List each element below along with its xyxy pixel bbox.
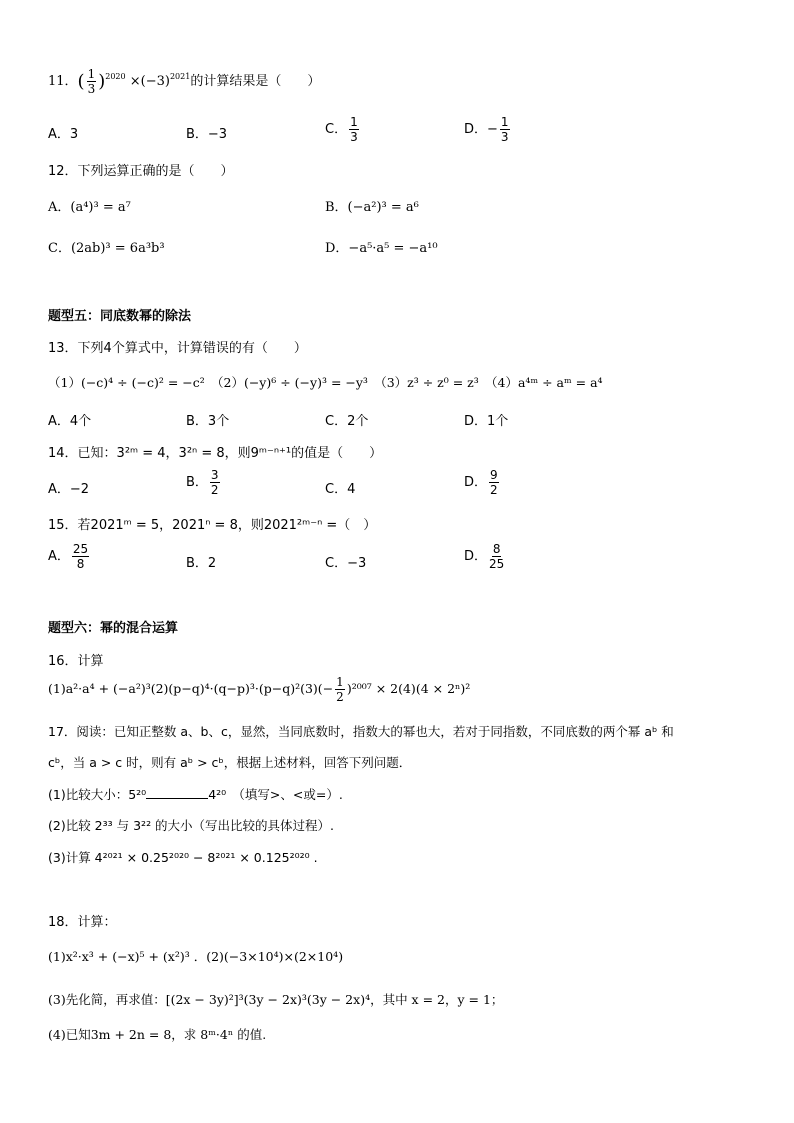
- q13-option-b[interactable]: B．3个: [186, 414, 230, 429]
- q17-line1: 17．阅读：已知正整数 a、b、c，显然，当同底数时，指数大的幂也大，若对于同指数，不同底数的两个幂 aᵇ 和: [48, 724, 674, 739]
- q14-option-c[interactable]: C．4: [325, 482, 356, 497]
- answer-blank[interactable]: [146, 786, 208, 799]
- q11-option-c[interactable]: C． $\frac{1}{3}$: [325, 115, 358, 144]
- q15-option-d[interactable]: D． $\frac{8}{25}$: [464, 542, 505, 571]
- q16-expression: (1)a²·a⁴ + (−a²)³(2)(p−q)⁴·(q−p)³·(p−q)²(3)(− $\frac{1}{2}$ )²⁰⁰⁷ × 2(4)(4 × 2ⁿ)²: [48, 675, 471, 704]
- q13-option-d[interactable]: D．1个: [464, 414, 509, 429]
- q13-stem: 13．下列4个算式中，计算错误的有（ ）: [48, 341, 307, 356]
- q11-option-a[interactable]: A．3: [48, 127, 79, 142]
- q11-stem: 11．( $\frac{1}{3}$ )$^{2020} \times(-3)^{2021}$的计算结果是（ ）: [48, 67, 321, 96]
- q15-option-c[interactable]: C．−3: [325, 556, 367, 571]
- q18-part4: (4)已知3m + 2n = 8，求 8ᵐ·4ⁿ 的值.: [48, 1027, 267, 1042]
- q13-option-a[interactable]: A．4个: [48, 414, 92, 429]
- q15-option-b[interactable]: B．2: [186, 556, 217, 571]
- q17-line2: cᵇ，当 a > c 时，则有 aᵇ > cᵇ，根据上述材料，回答下列问题．: [48, 755, 412, 770]
- q18-part1-2: (1)x²·x³ + (−x)⁵ + (x²)³ ．(2)(−3×10⁴)×(2×10⁴): [48, 949, 344, 964]
- q14-option-d[interactable]: D． $\frac{9}{2}$: [464, 468, 498, 497]
- q14-option-a[interactable]: A．−2: [48, 482, 90, 497]
- q12-option-d[interactable]: D．−a⁵·a⁵ = −a¹⁰: [325, 241, 438, 256]
- q15-option-a[interactable]: A． $\frac{25}{8}$: [48, 542, 89, 571]
- q12-stem: 12．下列运算正确的是（ ）: [48, 164, 234, 179]
- q11-option-b[interactable]: B．−3: [186, 127, 228, 142]
- q14-stem: 14．已知：3²ᵐ = 4，3²ⁿ = 8，则9ᵐ⁻ⁿ⁺¹的值是（ ）: [48, 446, 383, 461]
- q12-option-a[interactable]: A．(a⁴)³ = a⁷: [48, 200, 131, 215]
- q17-part2: (2)比较 2³³ 与 3²² 的大小（写出比较的具体过程）.: [48, 818, 335, 833]
- section6-title: 题型六：幂的混合运算: [48, 621, 179, 636]
- q11-number: 11．: [48, 74, 78, 89]
- q17-part3: (3)计算 4²⁰²¹ × 0.25²⁰²⁰ − 8²⁰²¹ × 0.125²⁰²⁰ .: [48, 850, 318, 865]
- q11-base-fraction: $\frac{1}{3}$: [87, 67, 96, 96]
- q12-option-c[interactable]: C．(2ab)³ = 6a³b³: [48, 241, 165, 256]
- q18-part3: (3)先化简，再求值：[(2x − 3y)²]³(3y − 2x)³(3y − 2x)⁴，其中 x = 2，y = 1；: [48, 992, 504, 1007]
- q11-option-d[interactable]: D．− $\frac{1}{3}$: [464, 115, 509, 144]
- q13-option-c[interactable]: C．2个: [325, 414, 369, 429]
- q17-part1: (1)比较大小：5²⁰ 4²⁰ （填写>、<或=）.: [48, 787, 343, 802]
- q15-stem: 15．若2021ᵐ = 5，2021ⁿ = 8，则2021²ᵐ⁻ⁿ =（ ）: [48, 518, 377, 533]
- q18-stem: 18．计算：: [48, 915, 117, 930]
- q13-expressions: （1）(−c)⁴ ÷ (−c)² = −c² （2）(−y)⁶ ÷ (−y)³ = −y³ （3）z³ ÷ z⁰ = z³ （4）a⁴ᵐ ÷ aᵐ = a⁴: [48, 375, 603, 390]
- q16-stem: 16．计算: [48, 654, 104, 669]
- section5-title: 题型五：同底数幂的除法: [48, 309, 192, 324]
- q14-option-b[interactable]: B． $\frac{3}{2}$: [186, 468, 219, 497]
- q12-option-b[interactable]: B．(−a²)³ = a⁶: [325, 200, 419, 215]
